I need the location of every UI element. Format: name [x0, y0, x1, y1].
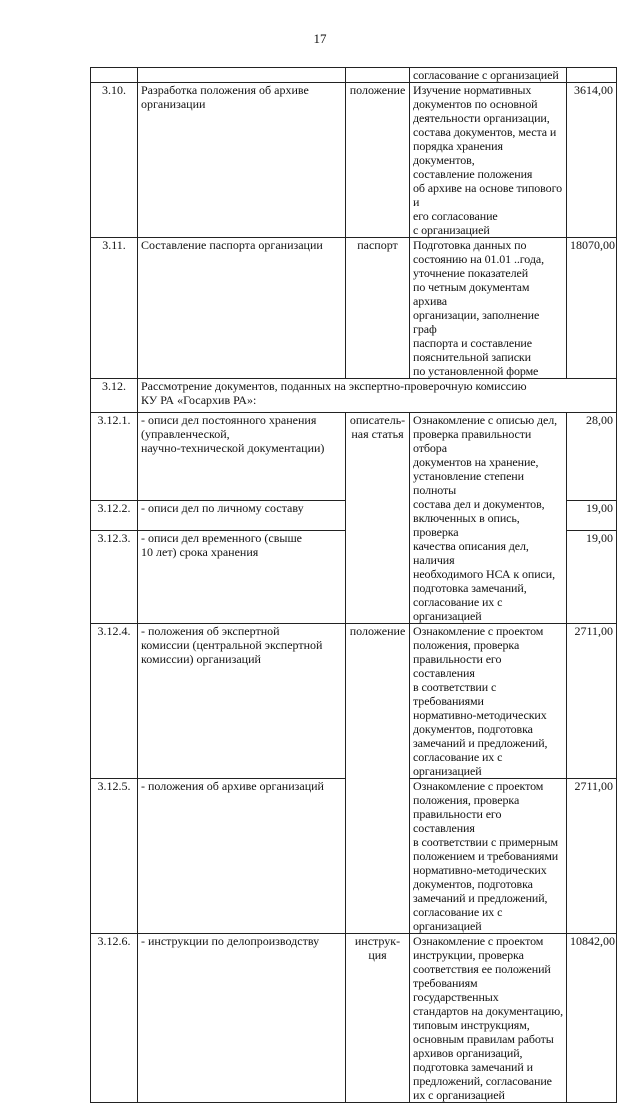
table-row [91, 83, 617, 238]
description-cell: Подготовка данных по состоянию на 01.01 ..года, уточнение показателей по четным документам архива организации, заполнение граф паспорта и составление пояснительной записки по установленной форме [410, 238, 567, 379]
table-row [91, 934, 617, 1103]
number-cell: 3.11. [91, 238, 138, 379]
section-heading-cell: Рассмотрение документов, поданных на экспертно-проверочную комиссию КУ РА «Госархив РА»: [138, 379, 617, 413]
name-cell: Составление паспорта организации [138, 238, 346, 379]
unit-cell: положение [346, 83, 410, 238]
norm-cell: 2711,00 [567, 624, 617, 779]
table-row [91, 68, 617, 83]
norm-cell: 19,00 [567, 500, 617, 530]
page-number: 17 [313, 31, 327, 46]
number-cell: 3.12.1. [91, 413, 138, 501]
number-cell: 3.12.3. [91, 531, 138, 624]
norm-cell: 18070,00 [567, 238, 617, 379]
unit-cell [346, 68, 410, 83]
name-cell: - описи дел по личному составу [138, 500, 346, 530]
table-row [91, 413, 617, 501]
number-cell [91, 68, 138, 83]
number-cell: 3.12.6. [91, 934, 138, 1103]
name-cell: Разработка положения об архиве организации [138, 83, 346, 238]
unit-cell: описатель- ная статья [346, 413, 410, 624]
name-cell: - инструкции по делопроизводству [138, 934, 346, 1103]
name-cell: - положения об экспертной комиссии (центральной экспертной комиссии) организаций [138, 624, 346, 779]
table-row [91, 379, 617, 413]
norm-cell [567, 68, 617, 83]
name-cell: - описи дел постоянного хранения (управленческой, научно-технической документации) [138, 413, 346, 501]
name-cell: - описи дел временного (свыше 10 лет) срока хранения [138, 531, 346, 624]
number-cell: 3.12. [91, 379, 138, 413]
number-cell: 3.12.5. [91, 779, 138, 934]
description-cell: Изучение нормативных документов по основной деятельности организации, состава документов, места и порядка хранения документов, составление положения об архиве на основе типового и его согласование с организацией [410, 83, 567, 238]
number-cell: 3.10. [91, 83, 138, 238]
norm-cell: 19,00 [567, 531, 617, 624]
tariff-table [90, 67, 617, 1103]
unit-cell: инструк- ция [346, 934, 410, 1103]
description-cell: Ознакомление с проектом инструкции, проверка соответствия ее положений требованиям государственных стандартов на документацию, типовым инструкциям, основным правилам работы архивов организаций, подготовка замечаний и предложений, согласование их с организацией [410, 934, 567, 1103]
description-cell: Ознакомление с проектом положения, проверка правильности его составления в соответствии с требованиями нормативно-методических документов, подготовка замечаний и предложений, согласование их с организацией [410, 624, 567, 779]
number-cell: 3.12.2. [91, 500, 138, 530]
name-cell: - положения об архиве организаций [138, 779, 346, 934]
unit-cell: паспорт [346, 238, 410, 379]
description-cell: Ознакомление с описью дел, проверка правильности отбора документов на хранение, установление степени полноты состава дел и документов, включенных в опись, проверка качества описания дел, наличия необходимого НСА к описи, подготовка замечаний, согласование их с организацией [410, 413, 567, 624]
number-cell: 3.12.4. [91, 624, 138, 779]
table-row [91, 238, 617, 379]
description-cell: согласование с организацией [410, 68, 567, 83]
norm-cell: 28,00 [567, 413, 617, 501]
norm-cell: 2711,00 [567, 779, 617, 934]
unit-cell: положение [346, 624, 410, 934]
norm-cell: 10842,00 [567, 934, 617, 1103]
description-cell: Ознакомление с проектом положения, проверка правильности его составления в соответствии с примерным положением и требованиями нормативно-методических документов, подготовка замечаний и предложений, согласование их с организацией [410, 779, 567, 934]
table-row [91, 624, 617, 779]
name-cell [138, 68, 346, 83]
norm-cell: 3614,00 [567, 83, 617, 238]
